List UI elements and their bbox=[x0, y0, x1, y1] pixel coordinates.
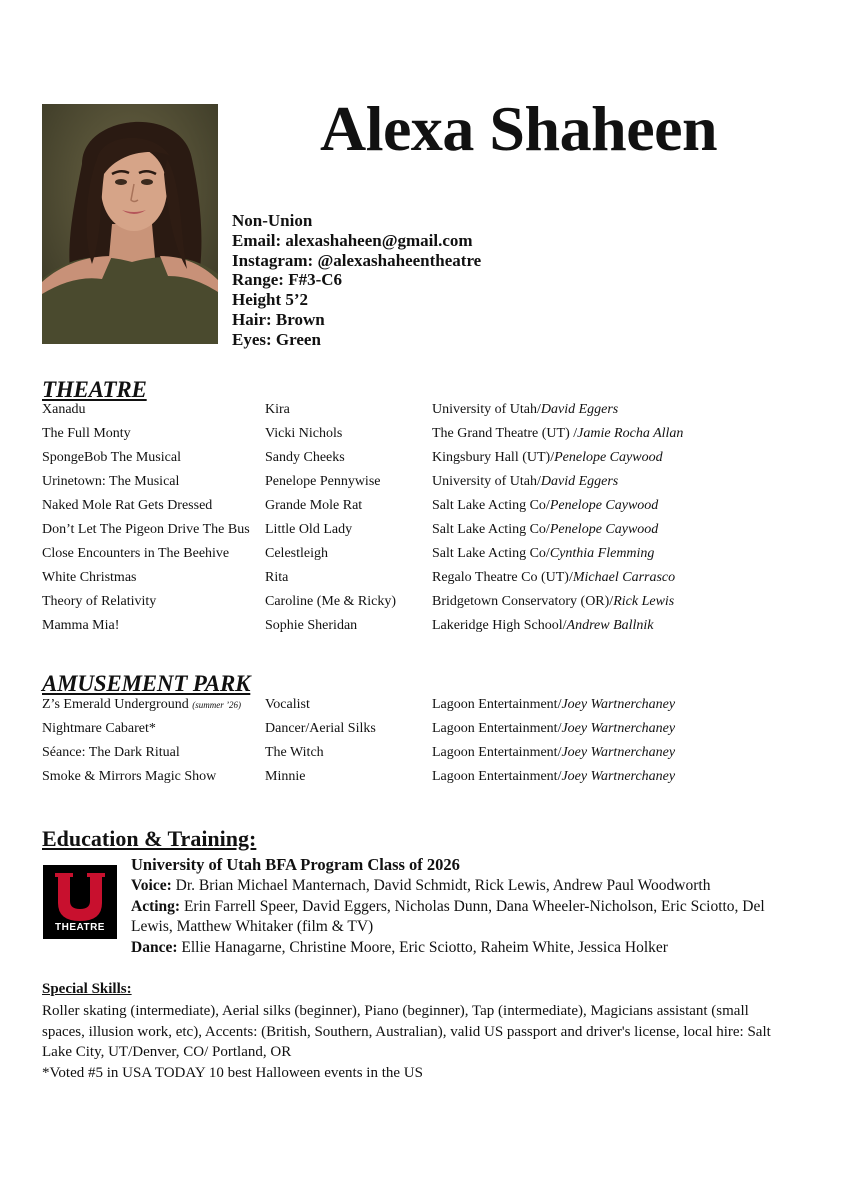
director: David Eggers bbox=[540, 474, 619, 489]
logo-text: THEATRE bbox=[55, 922, 105, 933]
venue: University of Utah/David Eggers bbox=[432, 474, 619, 489]
venue: Salt Lake Acting Co/Penelope Caywood bbox=[432, 522, 659, 537]
hair-color: Hair: Brown bbox=[232, 309, 325, 329]
show-title: Xanadu bbox=[42, 402, 86, 417]
role: Vocalist bbox=[265, 697, 310, 712]
amusement-park-credits bbox=[42, 697, 802, 793]
skills-text: Roller skating (intermediate), Aerial silks (beginner), Piano (beginner), Tap (intermediate), Magicians assistant (small spaces, illusion work, etc), Accents: (British, Southern, Australian), valid US passport and driver's license, local hire: Salt Lake City, UT/Denver, CO/ Portland, OR bbox=[42, 1003, 771, 1060]
theatre-credits bbox=[42, 402, 802, 642]
venue: Regalo Theatre Co (UT)/Michael Carrasco bbox=[432, 570, 676, 585]
dance-line: Dance: Ellie Hanagarne, Christine Moore, Eric Sciotto, Raheim White, Jessica Holker bbox=[131, 939, 668, 957]
role: Sophie Sheridan bbox=[265, 618, 358, 633]
director: Penelope Caywood bbox=[554, 450, 663, 465]
education-details bbox=[131, 855, 781, 959]
venue: University of Utah/David Eggers bbox=[432, 402, 619, 417]
actor-name: Alexa Shaheen bbox=[320, 93, 718, 164]
show-title: Naked Mole Rat Gets Dressed bbox=[42, 498, 213, 513]
show-title: White Christmas bbox=[42, 570, 137, 585]
director: Joey Wartnerchaney bbox=[561, 721, 676, 736]
role: Grande Mole Rat bbox=[265, 498, 363, 513]
headshot-photo bbox=[42, 104, 218, 344]
director: Joey Wartnerchaney bbox=[561, 769, 676, 784]
theatre-heading: THEATRE bbox=[42, 377, 147, 402]
venue: Lakeridge High School/Andrew Ballnik bbox=[432, 618, 654, 633]
role: Sandy Cheeks bbox=[265, 450, 345, 465]
director: Andrew Ballnik bbox=[566, 618, 654, 633]
director: Rick Lewis bbox=[613, 594, 675, 609]
utah-theatre-logo bbox=[43, 865, 117, 939]
role: Little Old Lady bbox=[265, 522, 353, 537]
role: Minnie bbox=[265, 769, 306, 784]
role: Caroline (Me & Ricky) bbox=[265, 594, 397, 609]
acting-line: Acting: Erin Farrell Speer, David Eggers, Nicholas Dunn, Dana Wheeler-Nicholson, Eric Sciotto, Del Lewis, Matthew Whitaker (film & TV) bbox=[131, 897, 765, 936]
role: Kira bbox=[265, 402, 290, 417]
director: Jamie Rocha Allan bbox=[577, 426, 684, 441]
venue: Bridgetown Conservatory (OR)/Rick Lewis bbox=[432, 594, 675, 609]
show-title: Smoke & Mirrors Magic Show bbox=[42, 769, 217, 784]
special-skills-heading: Special Skills: bbox=[42, 981, 132, 997]
contact-info bbox=[232, 211, 481, 350]
role: Vicki Nichols bbox=[265, 426, 343, 441]
show-title: SpongeBob The Musical bbox=[42, 450, 181, 465]
show-title: The Full Monty bbox=[42, 426, 131, 441]
show-title: Urinetown: The Musical bbox=[42, 474, 180, 489]
show-title: Mamma Mia! bbox=[42, 618, 120, 633]
venue: Lagoon Entertainment/Joey Wartnerchaney bbox=[432, 721, 676, 736]
skills-footnote: *Voted #5 in USA TODAY 10 best Halloween events in the US bbox=[42, 1064, 423, 1081]
venue: The Grand Theatre (UT) /Jamie Rocha Allan bbox=[432, 426, 684, 441]
show-note: (summer ’26) bbox=[192, 700, 241, 710]
role: Celestleigh bbox=[265, 546, 328, 561]
show-title: Séance: The Dark Ritual bbox=[42, 745, 180, 760]
venue: Lagoon Entertainment/Joey Wartnerchaney bbox=[432, 745, 676, 760]
venue: Lagoon Entertainment/Joey Wartnerchaney bbox=[432, 697, 676, 712]
email-line[interactable]: Email: alexashaheen@gmail.com bbox=[232, 230, 473, 250]
special-skills bbox=[42, 1001, 782, 1083]
show-title: Theory of Relativity bbox=[42, 594, 157, 609]
show-title: Z’s Emerald Underground (summer ’26) bbox=[42, 697, 241, 712]
program-title: University of Utah BFA Program Class of 2026 bbox=[131, 855, 460, 874]
venue: Salt Lake Acting Co/Penelope Caywood bbox=[432, 498, 659, 513]
director: Penelope Caywood bbox=[549, 498, 659, 513]
height: Height 5’2 bbox=[232, 290, 309, 310]
amusement-park-heading: AMUSEMENT PARK bbox=[42, 671, 251, 696]
role: The Witch bbox=[265, 745, 324, 760]
role: Dancer/Aerial Silks bbox=[265, 721, 376, 736]
director: Cynthia Flemming bbox=[549, 546, 655, 561]
vocal-range: Range: F#3-C6 bbox=[232, 270, 343, 290]
venue: Salt Lake Acting Co/Cynthia Flemming bbox=[432, 546, 655, 561]
show-title: Close Encounters in The Beehive bbox=[42, 546, 230, 561]
role: Rita bbox=[265, 570, 289, 585]
director: Joey Wartnerchaney bbox=[561, 745, 676, 760]
role: Penelope Pennywise bbox=[265, 474, 381, 489]
venue: Lagoon Entertainment/Joey Wartnerchaney bbox=[432, 769, 676, 784]
venue: Kingsbury Hall (UT)/Penelope Caywood bbox=[432, 450, 663, 465]
director: Penelope Caywood bbox=[549, 522, 659, 537]
director: Michael Carrasco bbox=[572, 570, 676, 585]
director: Joey Wartnerchaney bbox=[561, 697, 676, 712]
director: David Eggers bbox=[540, 402, 619, 417]
eye-color: Eyes: Green bbox=[232, 329, 321, 349]
voice-line: Voice: Dr. Brian Michael Manternach, David Schmidt, Rick Lewis, Andrew Paul Woodworth bbox=[131, 876, 711, 894]
instagram-line[interactable]: Instagram: @alexashaheentheatre bbox=[232, 250, 482, 270]
union-status: Non-Union bbox=[232, 211, 313, 230]
show-title: Don’t Let The Pigeon Drive The Bus bbox=[42, 522, 250, 537]
education-heading: Education & Training: bbox=[42, 826, 257, 851]
show-title: Nightmare Cabaret* bbox=[42, 721, 156, 736]
